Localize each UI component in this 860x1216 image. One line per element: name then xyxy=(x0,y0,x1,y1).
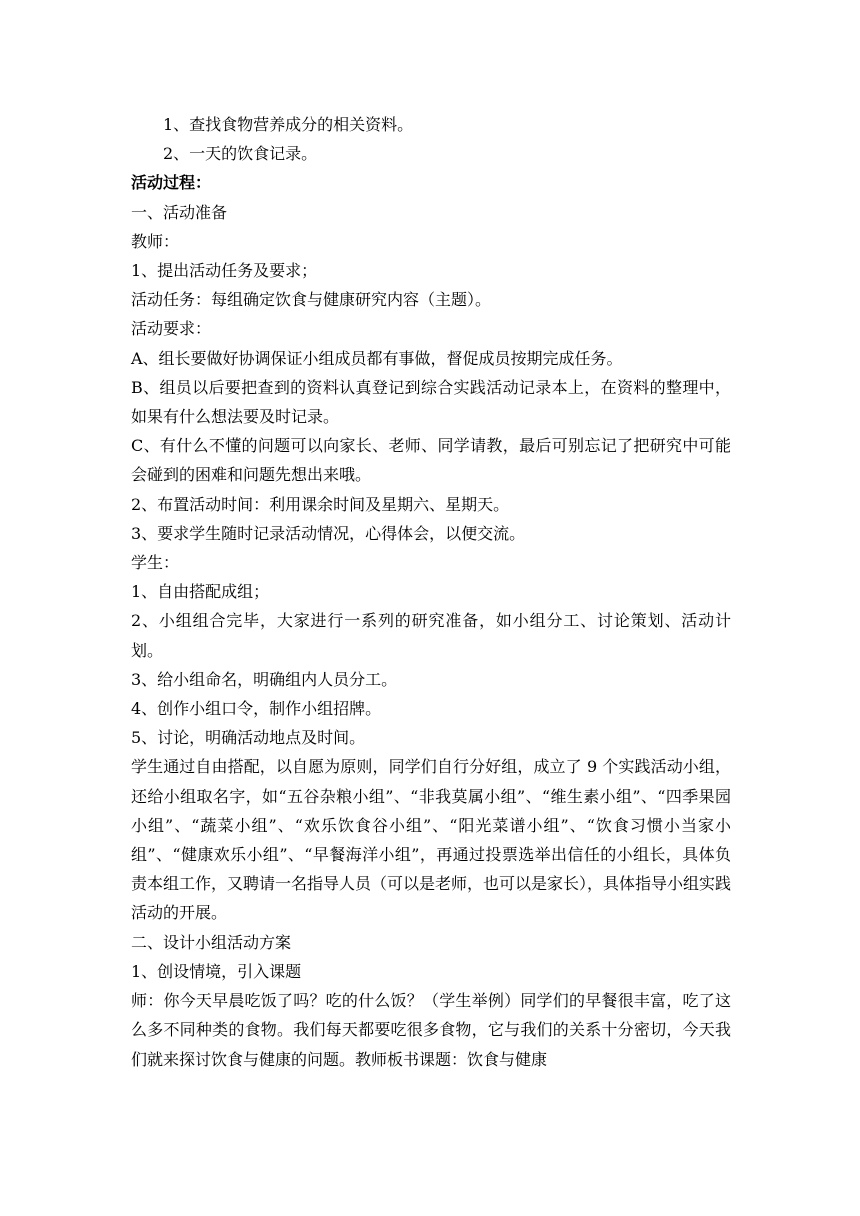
label-activity-requirements: 活动要求： xyxy=(131,319,212,339)
heading-activity-preparation: 一、活动准备 xyxy=(131,202,228,222)
paragraph-student-1: 1、自由搭配成组； xyxy=(131,582,270,602)
paragraph-activity-task: 活动任务：每组确定饮食与健康研究内容（主题）。 xyxy=(131,290,492,310)
document-body xyxy=(131,110,731,1074)
heading-design-plan: 二、设计小组活动方案 xyxy=(131,932,292,952)
paragraph-create-scenario: 1、创设情境，引入课题 xyxy=(131,961,302,981)
paragraph-teacher-1: 1、提出活动任务及要求； xyxy=(131,261,318,281)
paragraph-student-3: 3、给小组命名，明确组内人员分工。 xyxy=(131,669,398,689)
label-students: 学生： xyxy=(131,553,180,573)
paragraph-teacher-dialogue: 师：你今天早晨吃饭了吗？吃的什么饭？（学生举例）同学们的早餐很丰富，吃了这么多不同种类的食物。我们每天都要吃很多食物，它与我们的关系十分密切，今天我们就来探讨饮食与健康的问题。教师板书课题：饮食与健康 xyxy=(131,991,731,1069)
paragraph-student-5: 5、讨论，明确活动地点及时间。 xyxy=(131,728,366,748)
paragraph-material-1: 1、查找食物营养成分的相关资料。 xyxy=(163,115,414,134)
paragraph-requirement-a: A、组长要做好协调保证小组成员都有事做，督促成员按期完成任务。 xyxy=(131,348,623,368)
label-teacher: 教师： xyxy=(131,231,180,251)
paragraph-group-summary: 学生通过自由搭配，以自愿为原则，同学们自行分好组，成立了 9 个实践活动小组，还给小组取名字，如“五谷杂粮小组”、“非我莫属小组”、“维生素小组”、“四季果园小组”、“蔬菜小组”、“欢乐饮食谷小组”、“阳光菜谱小组”、“饮食习惯小当家小组”、“健康欢乐小组”、“早餐海洋小组”，再通过投票选举出信任的小组长，具体负责本组工作，又聘请一名指导人员（可以是老师，也可以是家长），具体指导小组实践活动的开展。 xyxy=(131,757,732,923)
heading-activity-process: 活动过程： xyxy=(131,173,212,193)
paragraph-student-4: 4、创作小组口令，制作小组招牌。 xyxy=(131,699,382,719)
paragraph-student-2: 2、小组组合完毕，大家进行一系列的研究准备，如小组分工、讨论策划、活动计划。 xyxy=(131,611,731,660)
paragraph-requirement-c: C、有什么不懂的问题可以向家长、老师、同学请教，最后可别忘记了把研究中可能会碰到的困难和问题先想出来哦。 xyxy=(131,436,731,485)
paragraph-requirement-b: B、组员以后要把查到的资料认真登记到综合实践活动记录本上，在资料的整理中，如果有什么想法要及时记录。 xyxy=(131,377,731,427)
paragraph-teacher-2: 2、布置活动时间：利用课余时间及星期六、星期天。 xyxy=(131,494,510,514)
paragraph-material-2: 2、一天的饮食记录。 xyxy=(163,144,318,164)
paragraph-teacher-3: 3、要求学生随时记录活动情况，心得体会，以便交流。 xyxy=(131,523,526,543)
